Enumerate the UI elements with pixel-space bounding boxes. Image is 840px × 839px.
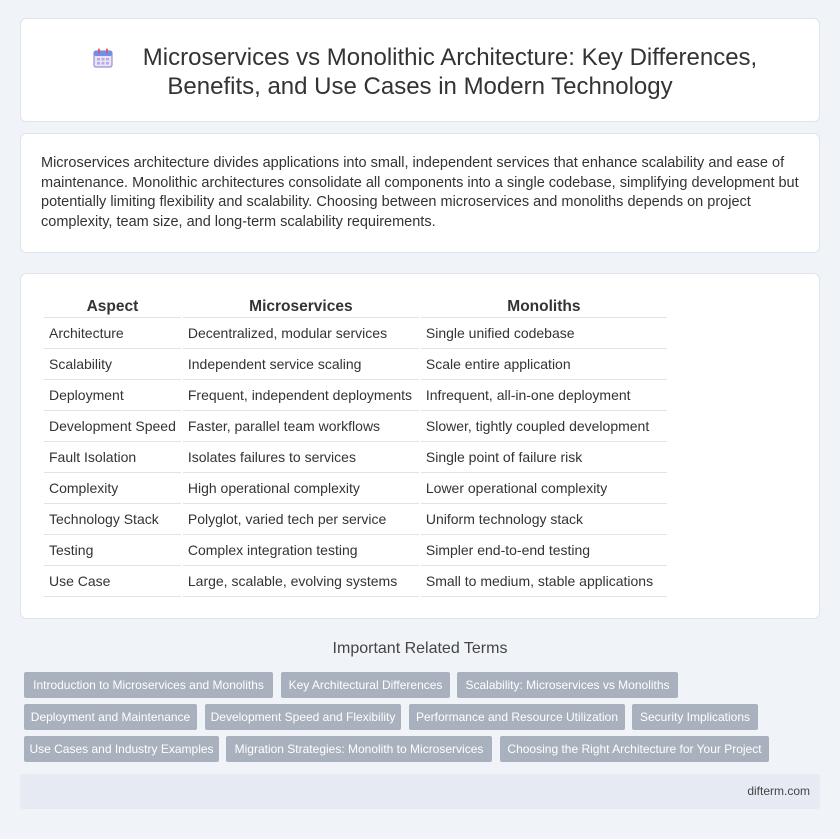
cell-aspect: Technology Stack <box>44 504 181 535</box>
cell-monoliths: Infrequent, all-in-one deployment <box>421 380 667 411</box>
cell-microservices: High operational complexity <box>183 473 419 504</box>
footer <box>20 774 820 809</box>
page-title-line-2: Benefits, and Use Cases in Modern Technology <box>167 73 673 100</box>
table-row <box>44 380 667 411</box>
related-term-link[interactable]: Choosing the Right Architecture for Your Project <box>500 736 769 762</box>
cell-aspect: Development Speed <box>44 411 181 442</box>
table-row <box>44 473 667 504</box>
cell-microservices: Frequent, independent deployments <box>183 380 419 411</box>
cell-aspect: Deployment <box>44 380 181 411</box>
cell-microservices: Isolates failures to services <box>183 442 419 473</box>
related-term-link[interactable]: Performance and Resource Utilization <box>409 704 625 730</box>
cell-microservices: Large, scalable, evolving systems <box>183 566 419 597</box>
table-row <box>44 504 667 535</box>
header-microservices: Microservices <box>183 296 419 318</box>
related-term-link[interactable]: Security Implications <box>632 704 758 730</box>
table-row <box>44 566 667 597</box>
header-aspect: Aspect <box>44 296 181 318</box>
cell-monoliths: Slower, tightly coupled development <box>421 411 667 442</box>
comparison-table <box>42 296 669 597</box>
cell-microservices: Faster, parallel team workflows <box>183 411 419 442</box>
page-title <box>21 43 819 101</box>
related-term-link[interactable]: Migration Strategies: Monolith to Microservices <box>226 736 492 762</box>
cell-microservices: Independent service scaling <box>183 349 419 380</box>
table-row <box>44 318 667 349</box>
header-card <box>20 18 820 122</box>
footer-site[interactable]: difterm.com <box>747 784 810 798</box>
cell-aspect: Complexity <box>44 473 181 504</box>
cell-monoliths: Single point of failure risk <box>421 442 667 473</box>
related-term-link[interactable]: Introduction to Microservices and Monoliths <box>24 672 273 698</box>
cell-microservices: Complex integration testing <box>183 535 419 566</box>
table-header-row <box>44 296 667 318</box>
page-title-line-1: Microservices vs Monolithic Architecture: Key Differences, <box>142 44 758 71</box>
comparison-card <box>20 273 820 619</box>
table-row <box>44 442 667 473</box>
header-monoliths: Monoliths <box>421 296 667 318</box>
cell-monoliths: Uniform technology stack <box>421 504 667 535</box>
cell-aspect: Scalability <box>44 349 181 380</box>
cell-aspect: Fault Isolation <box>44 442 181 473</box>
intro-paragraph: Microservices architecture divides applications into small, independent services that enhance scalability and ease of maintenance. Monolithic architectures consolidate all components into a single codebase, simplifying development but potentially limiting flexibility and scalability. Choosing between microservices and monoliths depends on project complexity, team size, and long-term scalability requirements. <box>41 155 799 230</box>
related-terms-title: Important Related Terms <box>332 640 508 657</box>
related-term-link[interactable]: Key Architectural Differences <box>281 672 450 698</box>
table-row <box>44 535 667 566</box>
related-term-link[interactable]: Development Speed and Flexibility <box>205 704 401 730</box>
table-row <box>44 411 667 442</box>
related-term-link[interactable]: Scalability: Microservices vs Monoliths <box>457 672 678 698</box>
cell-microservices: Polyglot, varied tech per service <box>183 504 419 535</box>
cell-aspect: Testing <box>44 535 181 566</box>
table-row <box>44 349 667 380</box>
cell-monoliths: Small to medium, stable applications <box>421 566 667 597</box>
cell-monoliths: Lower operational complexity <box>421 473 667 504</box>
intro-card <box>20 133 820 253</box>
cell-aspect: Use Case <box>44 566 181 597</box>
cell-monoliths: Single unified codebase <box>421 318 667 349</box>
cell-monoliths: Simpler end-to-end testing <box>421 535 667 566</box>
cell-microservices: Decentralized, modular services <box>183 318 419 349</box>
related-term-link[interactable]: Deployment and Maintenance <box>24 704 197 730</box>
cell-monoliths: Scale entire application <box>421 349 667 380</box>
cell-aspect: Architecture <box>44 318 181 349</box>
related-term-link[interactable]: Use Cases and Industry Examples <box>24 736 219 762</box>
